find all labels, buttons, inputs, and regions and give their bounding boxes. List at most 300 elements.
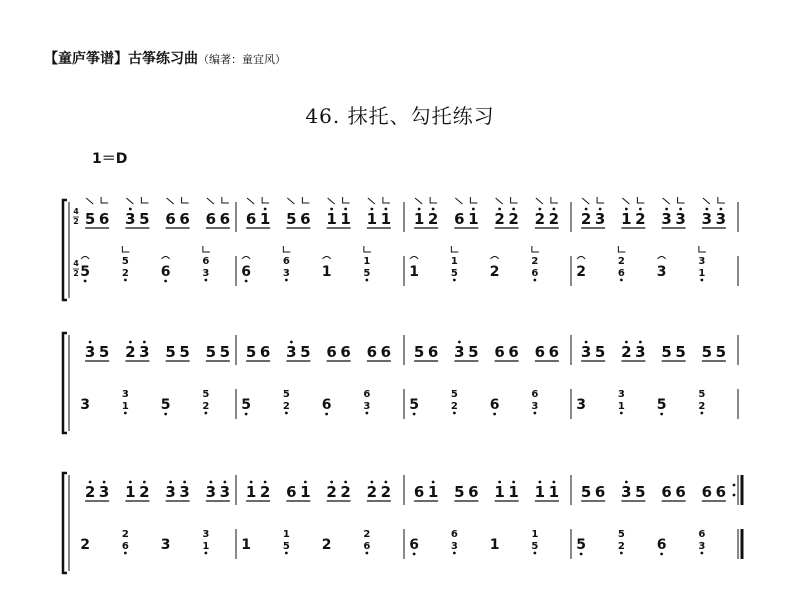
bass-note: 3	[80, 397, 90, 413]
treble-note: 6	[98, 210, 110, 228]
octave-dot	[639, 208, 642, 211]
treble-note: 6	[259, 343, 271, 361]
mo-stroke-mark	[207, 198, 214, 204]
bass-note: 2	[80, 537, 90, 553]
treble-note: 5	[98, 343, 110, 361]
bass-note: 1	[321, 264, 332, 280]
octave-dot	[143, 481, 146, 484]
treble-note: 5	[245, 343, 257, 361]
bass-chord-top: 2	[363, 529, 371, 540]
octave-dot	[413, 413, 416, 416]
bass-chord-bottom: 3	[202, 268, 210, 279]
treble-note: 5	[594, 343, 606, 361]
bass-chord-top: 5	[698, 389, 706, 400]
octave-dot	[700, 552, 703, 555]
treble-note: 5	[179, 343, 190, 361]
bass-chord-bottom: 1	[617, 401, 625, 412]
octave-dot	[660, 553, 663, 556]
octave-dot	[285, 279, 288, 282]
treble-note: 1	[413, 210, 425, 228]
octave-dot	[639, 341, 642, 344]
bass-chord-bottom: 1	[202, 541, 210, 552]
treble-note: 6	[508, 343, 519, 361]
treble-note: 1	[548, 483, 560, 501]
treble-note: 3	[179, 483, 190, 501]
bass-chord-bottom: 2	[121, 268, 129, 279]
bass-chord-top: 5	[450, 389, 458, 400]
gou-tuo-mark	[618, 246, 625, 252]
octave-dot	[585, 341, 588, 344]
treble-note: 6	[286, 483, 297, 501]
time-signature-top: 4	[73, 259, 79, 268]
tuo-stroke-mark	[597, 197, 604, 203]
treble-note: 1	[621, 210, 632, 228]
treble-note: 6	[427, 343, 439, 361]
octave-dot	[498, 481, 501, 484]
treble-note: 5	[300, 343, 311, 361]
gou-tuo-mark	[122, 246, 129, 252]
octave-dot	[384, 481, 387, 484]
octave-dot	[245, 413, 248, 416]
treble-note: 5	[635, 483, 646, 501]
bass-chord-top: 1	[531, 529, 539, 540]
bass-chord-bottom: 6	[531, 268, 539, 279]
bass-note: 6	[489, 397, 500, 413]
octave-dot	[164, 413, 167, 416]
tuo-arc-mark	[491, 257, 499, 260]
octave-dot	[290, 341, 293, 344]
octave-dot	[365, 412, 368, 415]
tuo-stroke-mark	[101, 197, 108, 203]
gou-tuo-mark	[532, 246, 539, 252]
tuo-arc-mark	[577, 257, 585, 260]
treble-note: 5	[165, 343, 176, 361]
bass-chord-top: 2	[617, 256, 625, 267]
bass-chord-bottom: 6	[363, 541, 371, 552]
octave-dot	[344, 208, 347, 211]
mo-stroke-mark	[455, 198, 462, 204]
bass-chord-bottom: 5	[363, 268, 371, 279]
tuo-arc-mark	[410, 257, 418, 260]
mo-stroke-mark	[247, 198, 254, 204]
treble-note: 6	[534, 343, 546, 361]
bass-note: 5	[241, 397, 251, 413]
bass-chord-top: 6	[363, 389, 371, 400]
treble-note: 6	[715, 483, 727, 501]
time-signature-top: 4	[73, 207, 79, 216]
bass-note: 3	[576, 397, 586, 413]
mo-stroke-mark	[663, 198, 670, 204]
bass-chord-top: 5	[202, 389, 210, 400]
treble-note: 5	[413, 343, 425, 361]
bass-chord-top: 6	[450, 529, 458, 540]
octave-dot	[625, 208, 628, 211]
octave-dot	[538, 208, 541, 211]
treble-note: 6	[366, 343, 378, 361]
treble-note: 3	[84, 343, 96, 361]
bass-chord-bottom: 2	[698, 401, 706, 412]
tuo-stroke-mark	[222, 197, 229, 203]
treble-note: 6	[245, 210, 257, 228]
bass-note: 3	[160, 537, 171, 553]
octave-dot	[285, 412, 288, 415]
octave-dot	[89, 341, 92, 344]
octave-dot	[679, 208, 682, 211]
bass-chord-top: 1	[363, 256, 371, 267]
octave-dot	[453, 279, 456, 282]
treble-note: 6	[548, 343, 560, 361]
treble-note: 5	[661, 343, 672, 361]
bass-chord-top: 6	[698, 529, 706, 540]
octave-dot	[245, 280, 248, 283]
treble-note: 5	[468, 343, 479, 361]
gou-tuo-mark	[203, 246, 210, 252]
treble-note: 3	[621, 483, 632, 501]
octave-dot	[512, 481, 515, 484]
octave-dot	[472, 208, 475, 211]
bass-note: 2	[321, 537, 332, 553]
bass-note: 6	[656, 537, 667, 553]
treble-note: 5	[701, 343, 713, 361]
mo-stroke-mark	[287, 198, 294, 204]
tuo-stroke-mark	[182, 197, 189, 203]
octave-dot	[700, 279, 703, 282]
octave-dot	[204, 279, 207, 282]
octave-dot	[453, 412, 456, 415]
tuo-stroke-mark	[262, 197, 269, 203]
bass-chord-top: 2	[121, 529, 129, 540]
system-bracket	[63, 200, 67, 300]
tuo-arc-mark	[162, 257, 170, 260]
treble-note: 3	[219, 483, 231, 501]
octave-dot	[89, 481, 92, 484]
octave-dot	[223, 481, 226, 484]
key-signature: 1＝D	[92, 151, 128, 167]
treble-note: 6	[340, 343, 351, 361]
tuo-stroke-mark	[470, 197, 477, 203]
gou-tuo-mark	[283, 246, 290, 252]
octave-dot	[84, 280, 87, 283]
octave-dot	[365, 552, 368, 555]
treble-note: 5	[205, 343, 217, 361]
tuo-stroke-mark	[383, 197, 390, 203]
treble-note: 1	[366, 210, 378, 228]
bass-chord-bottom: 3	[363, 401, 371, 412]
octave-dot	[384, 208, 387, 211]
octave-dot	[285, 552, 288, 555]
octave-dot	[204, 412, 207, 415]
treble-note: 1	[494, 483, 505, 501]
octave-dot	[498, 208, 501, 211]
octave-dot	[264, 208, 267, 211]
treble-note: 3	[125, 210, 136, 228]
octave-dot	[705, 208, 708, 211]
mo-stroke-mark	[328, 198, 335, 204]
octave-dot	[124, 279, 127, 282]
octave-dot	[533, 412, 536, 415]
octave-dot	[143, 341, 146, 344]
bass-chord-top: 3	[698, 256, 706, 267]
treble-note: 1	[245, 483, 257, 501]
bass-chord-top: 5	[121, 256, 129, 267]
octave-dot	[129, 341, 132, 344]
tuo-stroke-mark	[302, 197, 309, 203]
mo-stroke-mark	[622, 198, 629, 204]
treble-note: 2	[635, 210, 646, 228]
bass-chord-top: 3	[202, 529, 210, 540]
mo-stroke-mark	[126, 198, 133, 204]
octave-dot	[365, 279, 368, 282]
bass-note: 6	[160, 264, 171, 280]
octave-dot	[250, 481, 253, 484]
tuo-stroke-mark	[511, 197, 518, 203]
bass-note: 6	[241, 264, 251, 280]
treble-note: 5	[454, 483, 465, 501]
bass-chord-top: 2	[531, 256, 539, 267]
bass-note: 2	[576, 264, 586, 280]
treble-note: 5	[675, 343, 686, 361]
treble-note: 3	[661, 210, 672, 228]
octave-dot	[124, 412, 127, 415]
octave-dot	[458, 341, 461, 344]
bass-chord-top: 6	[531, 389, 539, 400]
treble-note: 3	[594, 210, 606, 228]
bass-chord-bottom: 6	[617, 268, 625, 279]
bass-note: 5	[576, 537, 586, 553]
treble-note: 5	[139, 210, 150, 228]
treble-note: 2	[534, 210, 546, 228]
tuo-arc-mark	[323, 257, 331, 260]
treble-note: 5	[580, 483, 592, 501]
octave-dot	[183, 481, 186, 484]
treble-note: 2	[125, 343, 136, 361]
bass-note: 3	[656, 264, 667, 280]
octave-dot	[620, 552, 623, 555]
bass-chord-bottom: 3	[698, 541, 706, 552]
treble-note: 2	[427, 210, 439, 228]
octave-dot	[204, 552, 207, 555]
treble-note: 2	[84, 483, 96, 501]
treble-note: 5	[219, 343, 231, 361]
treble-note: 3	[715, 210, 727, 228]
tuo-stroke-mark	[430, 197, 437, 203]
treble-note: 6	[494, 343, 505, 361]
mo-stroke-mark	[167, 198, 174, 204]
bass-chord-top: 3	[617, 389, 625, 400]
treble-note: 1	[427, 483, 439, 501]
treble-note: 1	[300, 483, 311, 501]
bass-chord-bottom: 5	[450, 268, 458, 279]
bass-note: 6	[321, 397, 332, 413]
treble-note: 6	[205, 210, 217, 228]
bass-note: 5	[80, 264, 90, 280]
octave-dot	[552, 208, 555, 211]
octave-dot	[370, 208, 373, 211]
octave-dot	[580, 553, 583, 556]
tuo-stroke-mark	[343, 197, 350, 203]
treble-note: 1	[534, 483, 546, 501]
mo-stroke-mark	[368, 198, 375, 204]
gou-tuo-mark	[364, 246, 371, 252]
octave-dot	[344, 481, 347, 484]
octave-dot	[129, 481, 132, 484]
treble-note: 3	[675, 210, 686, 228]
octave-dot	[625, 341, 628, 344]
bass-note: 1	[241, 537, 251, 553]
octave-dot	[599, 208, 602, 211]
octave-dot	[418, 208, 421, 211]
treble-note: 2	[621, 343, 632, 361]
octave-dot	[625, 481, 628, 484]
bass-chord-top: 3	[121, 389, 129, 400]
time-signature-bottom: 2	[73, 269, 79, 278]
mo-stroke-mark	[703, 198, 710, 204]
octave-dot	[700, 412, 703, 415]
octave-dot	[453, 552, 456, 555]
octave-dot	[538, 481, 541, 484]
treble-note: 2	[259, 483, 271, 501]
octave-dot	[533, 279, 536, 282]
treble-note: 6	[300, 210, 311, 228]
octave-dot	[432, 481, 435, 484]
bass-chord-bottom: 3	[450, 541, 458, 552]
tuo-stroke-mark	[637, 197, 644, 203]
mo-stroke-mark	[86, 198, 93, 204]
octave-dot	[432, 208, 435, 211]
treble-note: 6	[326, 343, 337, 361]
system-bracket	[63, 333, 67, 433]
bass-chord-bottom: 2	[282, 401, 290, 412]
bass-chord-bottom: 5	[282, 541, 290, 552]
octave-dot	[620, 412, 623, 415]
octave-dot	[264, 481, 267, 484]
treble-note: 1	[326, 210, 337, 228]
tuo-arc-mark	[81, 257, 89, 260]
octave-dot	[585, 208, 588, 211]
bass-chord-bottom: 1	[698, 268, 706, 279]
octave-dot	[733, 484, 736, 487]
treble-note: 2	[508, 210, 519, 228]
octave-dot	[665, 208, 668, 211]
header-title: 【童庐筝谱】古筝练习曲	[44, 51, 198, 67]
treble-note: 1	[468, 210, 479, 228]
octave-dot	[304, 481, 307, 484]
treble-note: 2	[326, 483, 337, 501]
treble-note: 5	[715, 343, 727, 361]
bass-chord-top: 5	[617, 529, 625, 540]
bass-chord-top: 1	[282, 529, 290, 540]
treble-note: 2	[494, 210, 505, 228]
octave-dot	[719, 208, 722, 211]
bass-note: 5	[656, 397, 667, 413]
octave-dot	[209, 481, 212, 484]
bass-chord-bottom: 3	[531, 401, 539, 412]
treble-note: 1	[125, 483, 136, 501]
tuo-arc-mark	[242, 257, 250, 260]
treble-note: 5	[84, 210, 96, 228]
octave-dot	[533, 552, 536, 555]
bass-chord-top: 6	[282, 256, 290, 267]
octave-dot	[330, 481, 333, 484]
treble-note: 2	[580, 210, 592, 228]
treble-note: 3	[701, 210, 713, 228]
treble-note: 3	[580, 343, 592, 361]
treble-note: 6	[219, 210, 231, 228]
octave-dot	[552, 481, 555, 484]
octave-dot	[733, 494, 736, 497]
treble-note: 5	[286, 210, 297, 228]
octave-dot	[512, 208, 515, 211]
treble-note: 6	[413, 483, 425, 501]
treble-note: 2	[366, 483, 378, 501]
bass-chord-bottom: 2	[617, 541, 625, 552]
tuo-stroke-mark	[551, 197, 558, 203]
bass-note: 5	[160, 397, 171, 413]
treble-note: 6	[179, 210, 190, 228]
gou-tuo-mark	[451, 246, 458, 252]
treble-note: 2	[380, 483, 392, 501]
bass-chord-bottom: 2	[450, 401, 458, 412]
treble-note: 1	[340, 210, 351, 228]
octave-dot	[370, 481, 373, 484]
treble-note: 6	[454, 210, 465, 228]
octave-dot	[493, 413, 496, 416]
system-bracket	[63, 473, 67, 573]
time-signature-bottom: 2	[73, 217, 79, 226]
treble-note: 6	[380, 343, 392, 361]
mo-stroke-mark	[536, 198, 543, 204]
bass-note: 2	[489, 264, 500, 280]
treble-note: 3	[139, 343, 150, 361]
treble-note: 2	[340, 483, 351, 501]
treble-note: 6	[701, 483, 713, 501]
bass-note: 6	[409, 537, 419, 553]
bass-chord-bottom: 5	[531, 541, 539, 552]
treble-note: 6	[468, 483, 479, 501]
treble-note: 2	[548, 210, 560, 228]
header-subtitle: （编著：童宜风）	[198, 53, 286, 66]
mo-stroke-mark	[496, 198, 503, 204]
bass-chord-top: 5	[282, 389, 290, 400]
octave-dot	[660, 413, 663, 416]
treble-note: 6	[165, 210, 176, 228]
bass-chord-bottom: 2	[202, 401, 210, 412]
piece-title: 46. 抹托、勾托练习	[305, 104, 495, 128]
treble-note: 3	[98, 483, 110, 501]
octave-dot	[164, 280, 167, 283]
octave-dot	[330, 208, 333, 211]
treble-note: 6	[594, 483, 606, 501]
treble-note: 3	[635, 343, 646, 361]
treble-note: 1	[380, 210, 392, 228]
treble-note: 3	[286, 343, 297, 361]
mo-stroke-mark	[582, 198, 589, 204]
bass-note: 1	[409, 264, 419, 280]
tuo-stroke-mark	[141, 197, 148, 203]
bass-chord-top: 6	[202, 256, 210, 267]
bass-chord-top: 1	[450, 256, 458, 267]
treble-note: 3	[165, 483, 176, 501]
bass-chord-bottom: 1	[121, 401, 129, 412]
octave-dot	[413, 553, 416, 556]
octave-dot	[169, 481, 172, 484]
gou-tuo-mark	[699, 246, 706, 252]
tuo-arc-mark	[658, 257, 666, 260]
treble-note: 2	[139, 483, 150, 501]
tuo-stroke-mark	[678, 197, 685, 203]
mo-stroke-mark	[415, 198, 422, 204]
octave-dot	[124, 552, 127, 555]
